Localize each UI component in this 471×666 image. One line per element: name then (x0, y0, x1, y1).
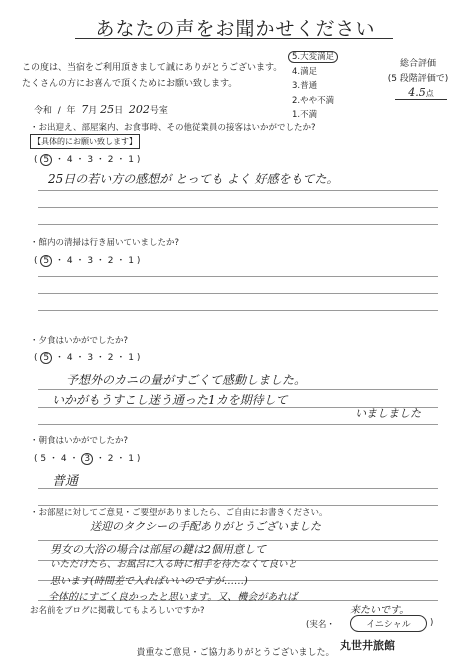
room-label: 号室 (149, 106, 168, 116)
intro-line-2: たくさんの方にお喜んで頂くためにお願い致します。 (22, 79, 238, 89)
month-label: 月 (88, 106, 98, 116)
q4-rating-3: 3 (81, 453, 93, 465)
q4-answer: 普通 (52, 474, 79, 489)
q5-question: ・お部屋に対してご意見・ご要望がありましたら、ご自由にお書きください。 (30, 508, 328, 518)
overall-score (395, 86, 447, 100)
room-number: 202 (128, 103, 150, 116)
scale-item-5 (292, 50, 338, 65)
q1-answer: 25日の若い方の感想が とっても よく 好感をもてた。 (48, 172, 339, 186)
month-value: 7 (81, 103, 89, 116)
q3-answer-3: いましました (355, 407, 421, 420)
q3-rating-3: 3 (87, 353, 94, 363)
scale-item-2: 2.やや不満 (292, 95, 335, 106)
q5-answer-3: いただけたら、お風呂に入る時に相手を待たなくて良いと (50, 559, 298, 570)
q1-rating-2: 2 (107, 155, 114, 165)
q2-rating-2: 2 (107, 256, 114, 266)
q1-rating-5: 5 (40, 154, 52, 166)
rating-scale-legend (292, 50, 338, 123)
day-label: 日 (114, 106, 124, 116)
q4-rating-1: 1 (128, 454, 134, 464)
q1-answer-line-3 (38, 224, 438, 225)
q4-answer-line-1 (38, 488, 438, 489)
era-slash: / (57, 106, 61, 116)
scale-item-4: 4.満足 (292, 66, 318, 77)
q4-rating-5: 5 (40, 454, 47, 464)
q4-rating-4: 4 (60, 454, 67, 464)
q3-answer-line-1 (38, 389, 438, 390)
q1-answer-line-1 (38, 190, 438, 191)
q1-rating-1: 1 (128, 155, 134, 165)
real-name-option: (実名・ (306, 620, 335, 630)
q2-answer-line-3 (38, 310, 438, 311)
overall-label: 総合評価 (399, 59, 436, 69)
initial-option-selected: イニシャル (350, 615, 427, 632)
q1-box-label: 【具体的にお願い致します】 (30, 134, 140, 149)
q4-question: ・朝食はいかがでしたか? (30, 436, 129, 446)
q5-answer-6: 来たいです。 (350, 605, 410, 616)
q1-rating: ( 5 ・ 4 ・ 3 ・ 2 ・ 1 ) (34, 155, 141, 165)
blog-permission-question: お名前をブログに掲載してもよろしいですか? (30, 606, 205, 616)
q3-answer-1: 予想外のカニの量がすごくて感動しました。 (66, 373, 307, 387)
q4-rating-2: 2 (107, 454, 114, 464)
q1-rating-4: 4 (66, 155, 73, 165)
overall-rating (378, 57, 458, 86)
day-value: 25 (100, 103, 115, 116)
intro-text (22, 60, 297, 92)
q3-answer-line-3 (38, 424, 438, 425)
q4-rating: ( 5 ・ 4 ・ 3 ・ 2 ・ 1 ) (34, 454, 141, 464)
thank-you-note: 貴重なご意見・ご協力ありがとうございました。 (136, 648, 335, 658)
page-title: あなたの声をお聞かせください (95, 18, 376, 40)
scale-selected: 5.大変満足 (288, 51, 338, 63)
q1-question: ・お出迎え、部屋案内、お食事時、その他従業員の接客はいかがでしたか? (30, 123, 316, 133)
title-underline (75, 38, 393, 39)
q3-answer-2: いかがもうすこし迷う通った1カを期待して (52, 393, 288, 407)
q2-question: ・館内の清掃は行き届いていましたか? (30, 238, 180, 248)
year-label: 年 (66, 106, 76, 116)
overall-sublabel: (5 段階評価で) (387, 73, 449, 84)
q1-rating-3: 3 (87, 155, 94, 165)
q1-answer-line-2 (38, 207, 438, 208)
q3-rating-5: 5 (40, 352, 52, 364)
q5-answer-2: 男女の大浴の場合は部屋の鍵は2個用意して (50, 543, 266, 556)
q2-rating-4: 4 (66, 256, 73, 266)
q2-answer-line-1 (38, 276, 438, 277)
q3-rating-2: 2 (107, 353, 114, 363)
scale-item-1: 1.不満 (292, 110, 318, 120)
q2-answer-line-2 (38, 293, 438, 294)
stay-date-room (34, 103, 168, 116)
q3-rating: ( 5 ・ 4 ・ 3 ・ 2 ・ 1 ) (34, 353, 141, 363)
overall-score-unit: 点 (425, 89, 434, 98)
option-close-paren: ) (430, 618, 434, 628)
overall-score-value: 4.5 (408, 86, 426, 99)
intro-line-1: この度は、当宿をご利用頂きまして誠にありがとうございます。 (22, 63, 283, 73)
q3-question: ・夕食はいかがでしたか? (30, 336, 129, 346)
q2-rating-3: 3 (87, 256, 94, 266)
scale-item-3: 3.普通 (292, 81, 318, 91)
q5-answer-4: 思います(時間差で入ればいいのですが……) (50, 576, 248, 587)
q2-rating-1: 1 (128, 256, 134, 266)
q5-answer-5: 全体的にすごく良かったと思います。又、機会があれば (48, 592, 298, 603)
q5-answer-1: 送迎のタクシーの手配ありがとうございました (90, 520, 321, 533)
q2-rating-5: 5 (40, 255, 52, 267)
q3-rating-1: 1 (128, 353, 134, 363)
q2-rating: ( 5 ・ 4 ・ 3 ・ 2 ・ 1 ) (34, 256, 141, 266)
hotel-name: 丸世井旅館 (340, 639, 395, 652)
q3-rating-4: 4 (66, 353, 73, 363)
era-label: 令和 (34, 106, 53, 116)
